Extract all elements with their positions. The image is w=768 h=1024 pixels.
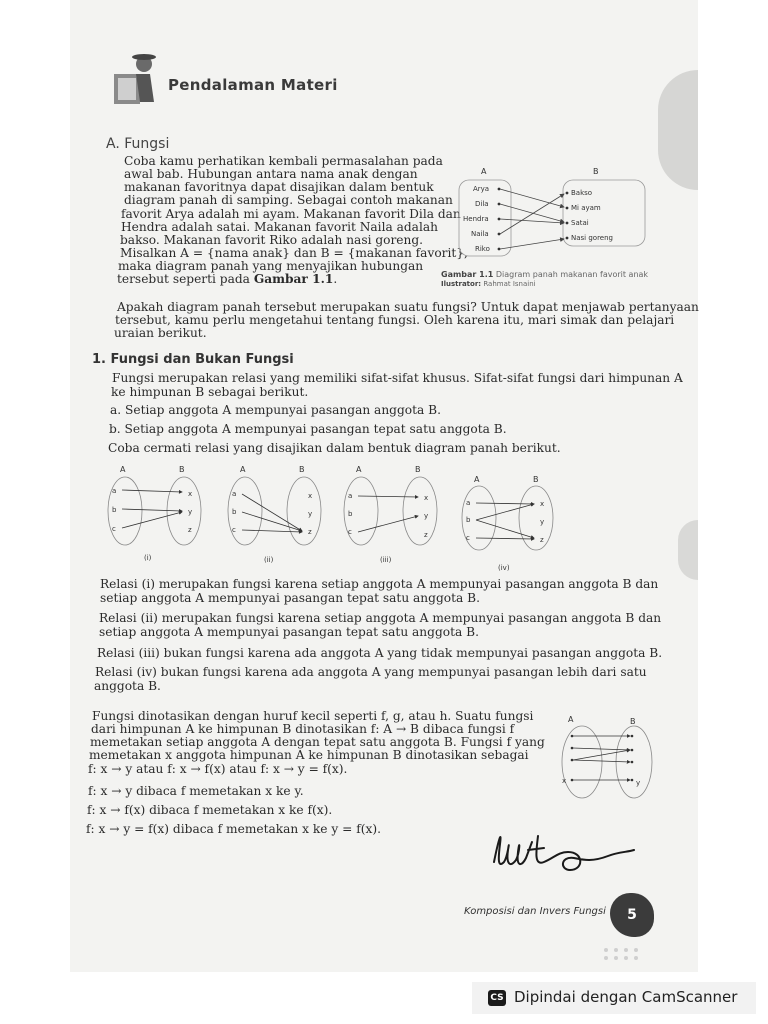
page-header: [110, 42, 370, 122]
text-line: Relasi (iv) bukan fungsi karena ada anggota A yang mempunyai pasangan lebih dari satu: [95, 665, 647, 679]
text-line: makanan favoritnya dapat disajikan dalam bentuk: [124, 180, 434, 194]
reading-figure-icon: [110, 52, 158, 108]
figure-reference: Gambar 1.1: [253, 272, 334, 286]
svg-text:x: x: [424, 494, 429, 502]
arrow-arya-miayam: [500, 189, 564, 207]
a-item-hendra: Hendra: [463, 215, 489, 223]
set-a-label: A: [120, 465, 126, 474]
diagram-ii: [228, 465, 321, 564]
decorative-dots: [600, 944, 660, 964]
text-line: f: x → y dibaca f memetakan x ke y.: [88, 784, 304, 798]
svg-text:b: b: [466, 516, 471, 524]
b-item-nasi-goreng: Nasi goreng: [571, 234, 613, 242]
text-line: Coba kamu perhatikan kembali permasalahan pada: [124, 154, 443, 168]
scanner-text: Dipindai dengan CamScanner: [514, 988, 738, 1006]
svg-text:B: B: [630, 717, 636, 726]
property-item: b. Setiap anggota A mempunyai pasangan tepat satu anggota B.: [109, 422, 507, 436]
svg-text:c: c: [112, 525, 116, 533]
svg-text:A: A: [474, 475, 480, 484]
figure-1-1-arrow-diagram: [445, 160, 660, 280]
svg-text:x: x: [562, 777, 567, 785]
text-line: f: x → y = f(x) dibaca f memetakan x ke y = f(x).: [86, 822, 381, 836]
text-line: ke himpunan B sebagai berikut.: [111, 385, 309, 399]
section-heading: A. Fungsi: [106, 136, 170, 152]
decorative-shape: [658, 70, 698, 190]
a-item-dila: Dila: [475, 200, 489, 208]
svg-text:y: y: [308, 510, 313, 518]
text-line: diagram panah di samping. Sebagai contoh makanan: [124, 193, 453, 207]
svg-text:A: A: [240, 465, 246, 474]
function-mapping-diagram: [556, 710, 656, 800]
svg-text:x: x: [540, 500, 545, 508]
footer-title: Komposisi dan Invers Fungsi: [464, 906, 606, 917]
svg-text:b: b: [232, 508, 237, 516]
text-line: favorit Arya adalah mi ayam. Makanan favorit Dila dan: [121, 207, 461, 221]
b-item-mi-ayam: Mi ayam: [571, 204, 601, 212]
diagram-iii: [344, 465, 437, 564]
text-line: Relasi (i) merupakan fungsi karena setiap anggota A mempunyai pasangan anggota B dan: [100, 577, 659, 591]
svg-text:B: B: [533, 475, 539, 484]
svg-text:y: y: [540, 518, 545, 526]
svg-text:c: c: [348, 528, 352, 536]
camscanner-logo: CS: [488, 990, 506, 1006]
svg-text:y: y: [636, 779, 641, 787]
arrow-riko-nasigoreng: [500, 239, 564, 249]
text-line: setiap anggota A mempunyai pasangan tepat satu anggota B.: [99, 625, 479, 639]
svg-text:z: z: [424, 531, 428, 539]
text-line: Apakah diagram panah tersebut merupakan suatu fungsi? Untuk dapat menjawab pertanyaan: [117, 300, 699, 314]
svg-text:z: z: [188, 526, 192, 534]
svg-text:(iii): (iii): [380, 556, 392, 564]
svg-text:x: x: [308, 492, 313, 500]
svg-text:y: y: [188, 508, 193, 516]
set-a-label: A: [481, 167, 487, 176]
svg-text:B: B: [299, 465, 305, 474]
svg-text:(iv): (iv): [498, 564, 510, 572]
text-line: anggota B.: [94, 679, 161, 693]
svg-text:a: a: [232, 490, 237, 498]
svg-text:x: x: [188, 490, 193, 498]
svg-text:a: a: [348, 492, 353, 500]
text-line: f: x → y atau f: x → f(x) atau f: x → y = f(x).: [88, 762, 348, 776]
section-heading: 1. Fungsi dan Bukan Fungsi: [92, 352, 294, 367]
set-b-label: B: [593, 167, 599, 176]
decorative-shape: [678, 520, 698, 580]
a-item-naila: Naila: [471, 230, 489, 238]
diagram-i: [108, 465, 201, 562]
svg-text:A: A: [568, 715, 574, 724]
text-line: tersebut seperti pada Gambar 1.1.: [117, 272, 338, 286]
page-number: 5: [610, 893, 654, 937]
text-line: Misalkan A = {nama anak} dan B = {makanan favorit},: [120, 246, 468, 260]
svg-text:a: a: [466, 499, 471, 507]
b-item-bakso: Bakso: [571, 189, 593, 197]
a-item-arya: Arya: [473, 185, 490, 193]
text-line: Fungsi dinotasikan dengan huruf kecil seperti f, g, atau h. Suatu fungsi: [92, 709, 534, 723]
relation-diagrams: [100, 458, 560, 578]
set-b-label: B: [179, 465, 185, 474]
text-line: maka diagram panah yang menyajikan hubungan: [118, 259, 424, 273]
scanner-watermark: [472, 982, 756, 1014]
text-line: tersebut, kamu perlu mengetahui tentang fungsi. Oleh karena itu, mari simak dan pelajari: [115, 313, 675, 327]
svg-text:(ii): (ii): [264, 556, 274, 564]
text-line: Relasi (iii) bukan fungsi karena ada anggota A yang tidak mempunyai pasangan anggota B.: [97, 646, 663, 660]
svg-text:c: c: [232, 526, 236, 534]
text-line: setiap anggota A mempunyai pasangan tepat satu anggota B.: [100, 591, 480, 605]
text-line: uraian berikut.: [114, 326, 207, 340]
text-line: dari himpunan A ke himpunan B dinotasikan f: A → B dibaca fungsi f: [91, 722, 515, 736]
svg-text:z: z: [308, 528, 312, 536]
text-line: memetakan setiap anggota A dengan tepat satu anggota B. Fungsi f yang: [90, 735, 545, 749]
svg-text:a: a: [112, 487, 117, 495]
svg-text:z: z: [540, 536, 544, 544]
a-item-riko: Riko: [475, 245, 490, 253]
page-title: Pendalaman Materi: [168, 76, 338, 94]
svg-text:b: b: [348, 510, 353, 518]
text-line: Hendra adalah satai. Makanan favorit Naila adalah: [121, 220, 438, 234]
text-line: Relasi (ii) merupakan fungsi karena setiap anggota A mempunyai pasangan anggota B dan: [99, 611, 662, 625]
figure-caption: Gambar 1.1 Diagram panah makanan favorit anak: [441, 270, 649, 279]
figure-illustrator: Ilustrator: Rahmat Isnaini: [441, 280, 536, 288]
diagram-iv: [462, 475, 553, 572]
text-line: memetakan x anggota himpunan A ke himpunan B dinotasikan sebagai: [89, 748, 529, 762]
text-line: f: x → f(x) dibaca f memetakan x ke f(x).: [87, 803, 333, 817]
text-line: Fungsi merupakan relasi yang memiliki sifat-sifat khusus. Sifat-sifat fungsi dari himpunan A: [112, 371, 683, 385]
svg-text:b: b: [112, 506, 117, 514]
b-item-satai: Satai: [571, 219, 589, 227]
handwritten-signature: [488, 822, 638, 882]
text-line: awal bab. Hubungan antara nama anak dengan: [124, 167, 418, 181]
left-margin: [0, 0, 70, 1024]
property-item: a. Setiap anggota A mempunyai pasangan anggota B.: [110, 403, 441, 417]
arrow-naila-bakso: [500, 194, 564, 234]
svg-text:A: A: [356, 465, 362, 474]
diagram-label: (i): [144, 554, 152, 562]
svg-text:B: B: [415, 465, 421, 474]
text-line: Coba cermati relasi yang disajikan dalam bentuk diagram panah berikut.: [108, 441, 561, 455]
svg-text:y: y: [424, 512, 429, 520]
text-line: bakso. Makanan favorit Riko adalah nasi goreng.: [120, 233, 424, 247]
svg-text:c: c: [466, 534, 470, 542]
